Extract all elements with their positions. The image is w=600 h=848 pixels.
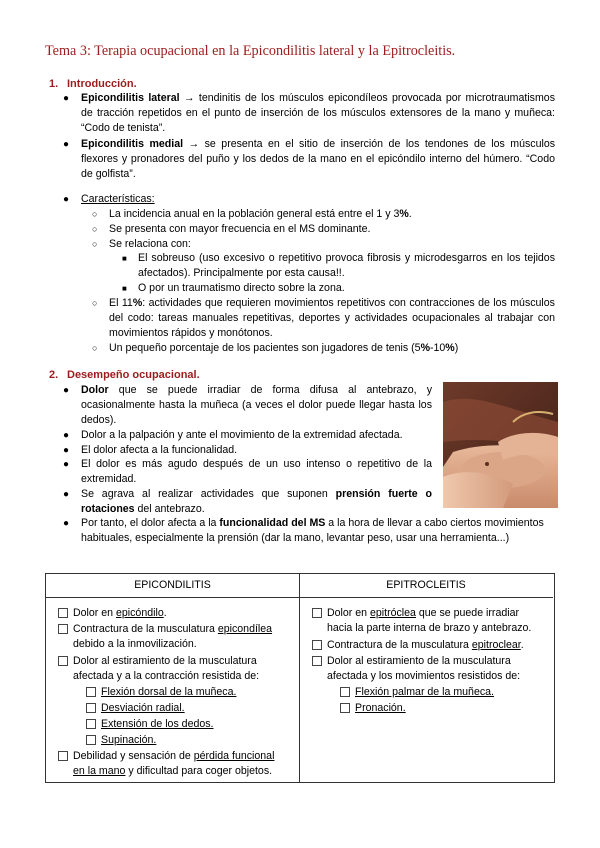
epitro-item-contracture bbox=[327, 638, 545, 653]
checkbox[interactable] bbox=[58, 751, 68, 761]
perf-pain-irradiate bbox=[63, 383, 432, 428]
char-bold: % bbox=[420, 342, 430, 354]
item-underline: Flexión dorsal de la muñeca. bbox=[101, 686, 237, 698]
elbow-illustration bbox=[443, 382, 558, 508]
item-text: y dificultad para coger objetos. bbox=[125, 765, 273, 777]
bullet-icon: ● bbox=[63, 459, 70, 470]
char-text: El sobreuso (uso excesivo o repetitivo provoca fibrosis y microdesgarros en los tejidos afectados). Principalmente por esta causa!!. bbox=[138, 252, 555, 279]
item-underline: Pronación. bbox=[355, 702, 406, 714]
item-underline: Supinación. bbox=[101, 734, 157, 746]
epitro-sub-flexion bbox=[355, 685, 545, 700]
bullet-icon: ● bbox=[63, 93, 70, 104]
circle-bullet-icon: ○ bbox=[92, 224, 98, 234]
section-heading-intro bbox=[49, 78, 137, 90]
perf-bold: prensión fuerte o rotaciones bbox=[81, 488, 432, 515]
item-text: Dolor al estiramiento de la musculatura afectada y los movimientos resistidos de: bbox=[327, 655, 521, 682]
bullet-icon: ● bbox=[63, 489, 70, 500]
bullet-icon: ● bbox=[63, 194, 70, 205]
circle-bullet-icon: ○ bbox=[92, 209, 98, 219]
perf-aggravate bbox=[63, 487, 432, 517]
def-lateral: → tendinitis de los músculos epicondíleos provocada por microtraumatismos de tracción repetidos en el punto de inserción de los músculos extensores de la mano y muñeca: “Codo de tenista”. bbox=[81, 92, 555, 134]
perf-acute bbox=[63, 457, 432, 487]
perf-text: Dolor a la palpación y ante el movimiento de la extremidad afectada. bbox=[81, 429, 403, 441]
item-text: debido a la inmovilización. bbox=[73, 638, 197, 650]
char-text: O por un traumatismo directo sobre la zona. bbox=[138, 282, 345, 294]
circle-bullet-icon: ○ bbox=[92, 239, 98, 249]
circle-bullet-icon: ○ bbox=[92, 343, 98, 353]
bullet-icon: ● bbox=[63, 139, 70, 150]
perf-text: Se agrava al realizar actividades que suponen bbox=[81, 488, 336, 500]
item-text: . bbox=[163, 607, 167, 619]
epi-sub-radial bbox=[101, 701, 281, 716]
char-bold: % bbox=[399, 208, 409, 220]
term-lateral: Epicondilitis lateral bbox=[81, 92, 180, 104]
characteristics-text: Características: bbox=[81, 193, 155, 205]
perf-text: que se puede irradiar de forma difusa al antebrazo, y ocasionalmente hasta la muñeca (a veces el dolor puede llegar hasta los dedos). bbox=[81, 384, 432, 426]
char-incidence bbox=[92, 207, 555, 222]
char-text: Se presenta con mayor frecuencia en el MS dominante. bbox=[109, 223, 371, 235]
square-bullet-icon: ■ bbox=[122, 284, 127, 293]
item-underline: pérdida funcional en la mano bbox=[73, 750, 275, 777]
item-underline: Flexión palmar de la muñeca. bbox=[355, 686, 494, 698]
item-text: Dolor en bbox=[327, 607, 370, 619]
char-text: -10 bbox=[429, 342, 446, 354]
char-related bbox=[92, 237, 555, 252]
section-number: 1. bbox=[49, 78, 59, 90]
char-bold: % bbox=[445, 342, 455, 354]
char-trauma bbox=[122, 281, 555, 296]
checkbox[interactable] bbox=[58, 624, 68, 634]
bullet-icon: ● bbox=[63, 385, 70, 396]
checkbox[interactable] bbox=[86, 735, 96, 745]
char-text: ) bbox=[454, 342, 459, 354]
perf-bold: funcionalidad del MS bbox=[219, 517, 326, 529]
intro-medial bbox=[63, 137, 556, 182]
perf-summary bbox=[63, 516, 555, 546]
perf-text: Por tanto, el dolor afecta a la bbox=[81, 517, 220, 529]
epi-item-pain bbox=[73, 606, 289, 621]
checkbox[interactable] bbox=[86, 687, 96, 697]
perf-functionality bbox=[63, 443, 432, 458]
def-medial: → se presenta en el sitio de inserción de los tendones de los músculos flexores y pronadores del puño y los dedos de la mano en el epicóndilo interno del húmero. “Codo de golfista”. bbox=[81, 138, 556, 180]
epitro-item-stretch bbox=[327, 654, 545, 684]
perf-palpation bbox=[63, 428, 432, 443]
checkbox[interactable] bbox=[340, 687, 350, 697]
bullet-icon: ● bbox=[63, 445, 70, 456]
page-title: Tema 3: Terapia ocupacional en la Epicondilitis lateral y la Epitrocleitis. bbox=[45, 43, 456, 59]
checkbox[interactable] bbox=[312, 608, 322, 618]
perf-text: a la hora de llevar a cabo ciertos movimientos habituales, especialmente la prensión (dar la mano, levantar peso, usar una herramienta...) bbox=[81, 517, 544, 544]
char-text: La incidencia anual en la población general está entre el 1 y 3 bbox=[109, 208, 400, 220]
checkbox[interactable] bbox=[312, 640, 322, 650]
item-underline: epitroclear bbox=[471, 639, 521, 651]
section-title: Introducción. bbox=[67, 78, 137, 90]
checkbox[interactable] bbox=[86, 719, 96, 729]
item-text: . bbox=[520, 639, 524, 651]
elbow-photo bbox=[443, 382, 558, 508]
item-text: Contractura de la musculatura bbox=[73, 623, 218, 635]
char-bold: % bbox=[132, 297, 143, 309]
epi-item-stretch bbox=[73, 654, 289, 684]
char-tennis bbox=[92, 341, 555, 356]
term-medial: Epicondilitis medial bbox=[81, 138, 184, 150]
bullet-icon: ● bbox=[63, 518, 70, 529]
epi-sub-extension bbox=[101, 717, 281, 732]
item-underline: epitróclea bbox=[370, 607, 416, 619]
item-underline: Extensión de los dedos. bbox=[101, 718, 214, 730]
header-epitrocleitis: EPITROCLEITIS bbox=[299, 574, 553, 598]
intro-lateral bbox=[63, 91, 555, 136]
char-text: . bbox=[408, 208, 412, 220]
circle-bullet-icon: ○ bbox=[92, 298, 98, 308]
checkbox[interactable] bbox=[58, 608, 68, 618]
characteristics-label bbox=[63, 192, 555, 207]
item-text: Dolor al estiramiento de la musculatura afectada y a la contracción resistida de: bbox=[73, 655, 260, 682]
epi-sub-supination bbox=[101, 733, 281, 748]
item-underline: Desviación radial. bbox=[101, 702, 185, 714]
checkbox[interactable] bbox=[312, 656, 322, 666]
comparison-table bbox=[45, 573, 555, 783]
item-text: que se puede irradiar hacia la parte interna de brazo y antebrazo. bbox=[327, 607, 532, 634]
item-text: Dolor en bbox=[73, 607, 116, 619]
item-text: Debilidad y sensación de bbox=[73, 750, 194, 762]
square-bullet-icon: ■ bbox=[122, 254, 127, 263]
item-text: Contractura de la musculatura bbox=[327, 639, 472, 651]
char-text: Se relaciona con: bbox=[109, 238, 191, 250]
char-dominant bbox=[92, 222, 555, 237]
item-underline: epicondílea bbox=[217, 623, 273, 635]
bullet-icon: ● bbox=[63, 430, 70, 441]
epi-sub-flexion bbox=[101, 685, 281, 700]
checkbox[interactable] bbox=[58, 656, 68, 666]
char-text: Un pequeño porcentaje de los pacientes son jugadores de tenis (5 bbox=[109, 342, 421, 354]
epi-item-weakness bbox=[73, 749, 289, 779]
section-title: Desempeño ocupacional. bbox=[67, 369, 200, 381]
perf-text: El dolor afecta a la funcionalidad. bbox=[81, 444, 238, 456]
header-epicondilitis: EPICONDILITIS bbox=[46, 574, 299, 598]
char-text: El 11 bbox=[109, 297, 133, 309]
epitro-sub-pronation bbox=[355, 701, 545, 716]
epitro-item-pain bbox=[327, 606, 545, 636]
checkbox[interactable] bbox=[340, 703, 350, 713]
section-number: 2. bbox=[49, 369, 59, 381]
item-underline: epicóndilo bbox=[116, 607, 164, 619]
epi-item-contracture bbox=[73, 622, 289, 652]
char-overuse bbox=[122, 251, 555, 281]
checkbox[interactable] bbox=[86, 703, 96, 713]
table-divider bbox=[299, 574, 300, 782]
perf-text: El dolor es más agudo después de un uso intenso o repetitivo de la extremidad. bbox=[81, 458, 432, 485]
perf-bold: Dolor bbox=[81, 384, 109, 396]
char-text: : actividades que requieren movimientos repetitivos con contracciones de los músculos del codo: tareas manuales repetitivas, deportes y actividades ocupacionales al trabajar con movimientos rápidos y monótonos. bbox=[109, 297, 555, 339]
section-heading-performance bbox=[49, 369, 200, 381]
char-activities bbox=[92, 296, 555, 341]
perf-text: del antebrazo. bbox=[134, 503, 205, 515]
